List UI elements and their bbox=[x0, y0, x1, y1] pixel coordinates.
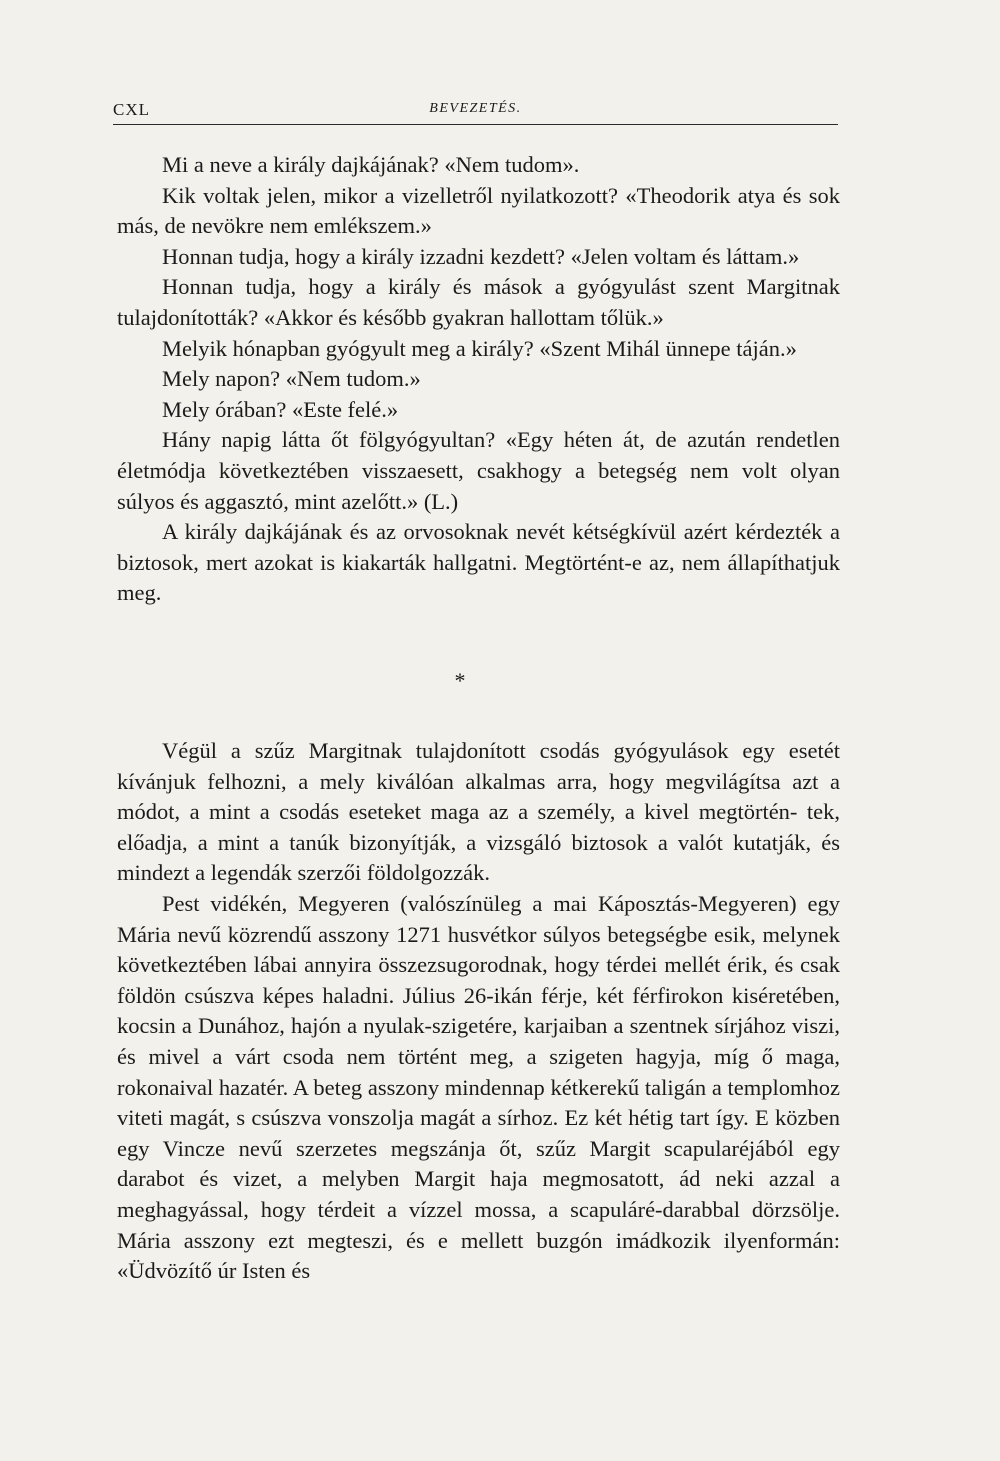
paragraph: Végül a szűz Margitnak tulajdonított csodás gyógyulások egy esetét kívánjuk felhozni, a mely kiválóan alkalmas arra, hogy megvilágítsa azt a módot, a mint a csodás eseteket maga az a személy, a kivel megtörtén- tek, előadja, a mint a tanúk bizonyítják, a vizsgáló biztosok a valót kutatják, és mindezt a legendák szerzői földolgozzák. bbox=[117, 738, 840, 886]
paragraph: Hány napig látta őt fölgyógyultan? «Egy héten át, de azután rendetlen életmódja következtében visszaesett, csakhogy a betegség nem volt olyan súlyos és aggasztó, mint azelőtt.» (L.) bbox=[117, 427, 840, 514]
paragraph: Honnan tudja, hogy a király izzadni kezdett? «Jelen voltam és láttam.» bbox=[162, 243, 800, 269]
running-head bbox=[113, 100, 838, 124]
paragraph: Melyik hónapban gyógyult meg a király? «Szent Mihál ünnepe táján.» bbox=[162, 335, 797, 361]
paragraph: Mely napon? «Nem tudom.» bbox=[162, 366, 421, 392]
paragraph: Kik voltak jelen, mikor a vizelletről nyilatkozott? «Theodorik atya és sok más, de nevökre nem emlékszem.» bbox=[117, 182, 840, 239]
running-title: BEVEZETÉS. bbox=[429, 101, 522, 116]
page-number: CXL bbox=[113, 100, 150, 119]
paragraph: Pest vidékén, Megyeren (valószínüleg a mai Káposztás-Megyeren) egy Mária nevű közrendű asszony 1271 husvétkor súlyos betegségbe esik, melynek következtében lábai annyira összezsugorodnak, hogy térdei mellét érik, és csak földön csúszva képes haladni. Július 26-ikán férje, két férfirokon kiséretében, kocsin a Dunához, hajón a nyulak-szigetére, karjaiban a szentnek sírjához viszi, és mivel a várt csoda nem történt meg, a szigeten hagyja, míg ő maga, rokonaival hazatér. A beteg asszony mindennap kétkerekű taligán a templomhoz viteti magát, s csúszva vonszolja magát a sírhoz. Ez két hétig tart így. E közben egy Vincze nevű szerzetes megszánja őt, szűz Margit scapularéjából egy darabot és vizet, a melyben Margit haja megmosatott, ád neki azzal a meghagyással, hogy térdeit a vízzel mossa, a scapuláré-darabbal dörzsölje. Mária asszony ezt megteszi, és e mellett buzgón imádkozik ilyenformán: «Üdvözítő úr Isten és bbox=[117, 890, 840, 1284]
paragraph: A király dajkájának és az orvosoknak nevét kétségkívül azért kérdezték a biztosok, mert azokat is kiakarták hallgatni. Megtörtént-e az, nem állapíthatjuk meg. bbox=[117, 519, 840, 606]
header-rule bbox=[113, 124, 838, 125]
text-block-narrative bbox=[117, 736, 840, 1287]
paragraph: Mely órában? «Este felé.» bbox=[162, 396, 399, 422]
text-block-testimony bbox=[117, 150, 840, 609]
section-separator: * bbox=[454, 668, 466, 693]
paragraph: Mi a neve a király dajkájának? «Nem tudom». bbox=[162, 152, 580, 177]
paragraph: Honnan tudja, hogy a király és mások a gyógyulást szent Margitnak tulajdonították? «Akkor és később gyakran hallottam tőlük.» bbox=[117, 274, 840, 330]
